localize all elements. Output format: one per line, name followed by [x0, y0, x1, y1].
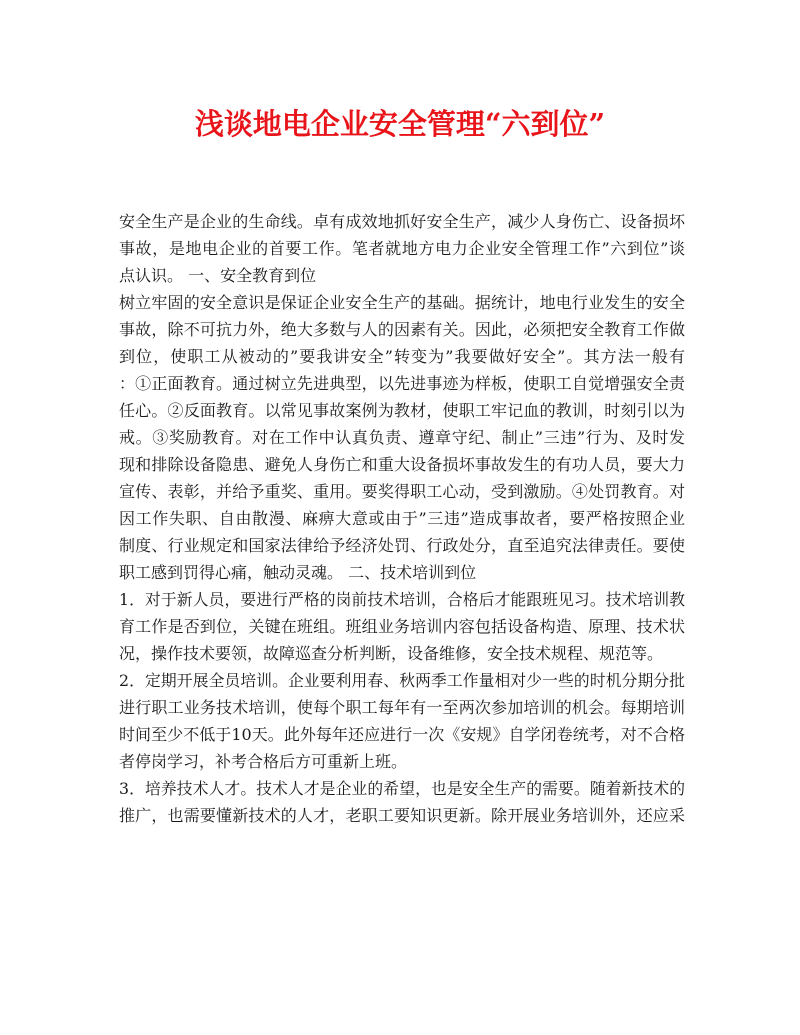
- body-line: 时间至少不低于10天。此外每年还应进行一次《安规》自学闭卷统考，对不合格: [119, 725, 685, 744]
- body-line: 者停岗学习，补考合格后方可重新上班。: [119, 752, 408, 771]
- body-line: 现和排除设备隐患、避免人身伤亡和重大设备损坏事故发生的有功人员，要大力: [119, 455, 685, 474]
- body-line: 因工作失职、自由散漫、麻痹大意或由于”三违”造成事故者，要严格按照企业: [119, 509, 685, 528]
- document-body: [119, 208, 685, 829]
- body-line: ：①正面教育。通过树立先进典型，以先进事迹为样板，使职工自觉增强安全责: [119, 374, 685, 393]
- body-line: 3．培养技术人才。技术人才是企业的希望，也是安全生产的需要。随着新技术的: [119, 779, 685, 798]
- body-line: 安全生产是企业的生命线。卓有成效地抓好安全生产，减少人身伤亡、设备损坏: [119, 212, 685, 231]
- body-line: 进行职工业务技术培训，使每个职工每年有一至两次参加培训的机会。每期培训: [119, 698, 685, 717]
- body-line: 点认识。 一、安全教育到位: [119, 266, 317, 285]
- body-line: 1．对于新人员，要进行严格的岗前技术培训，合格后才能跟班见习。技术培训教: [119, 590, 685, 609]
- body-line: 任心。②反面教育。以常见事故案例为教材，使职工牢记血的教训，时刻引以为: [119, 401, 685, 420]
- body-line: 宣传、表彰，并给予重奖、重用。要奖得职工心动，受到激励。④处罚教育。对: [119, 482, 685, 501]
- body-line: 事故，是地电企业的首要工作。笔者就地方电力企业安全管理工作”六到位”谈: [119, 239, 685, 258]
- body-line: 职工感到罚得心痛，触动灵魂。 二、技术培训到位: [119, 563, 477, 582]
- body-line: 育工作是否到位，关键在班组。班组业务培训内容包括设备构造、原理、技术状: [119, 617, 685, 636]
- document-title: 浅谈地电企业安全管理“六到位”: [194, 107, 606, 141]
- body-line: 到位，使职工从被动的”要我讲安全”转变为”我要做好安全”。其方法一般有: [119, 347, 685, 366]
- body-line: 戒。③奖励教育。对在工作中认真负责、遵章守纪、制止”三违”行为、及时发: [119, 428, 685, 447]
- body-line: 事故，除不可抗力外，绝大多数与人的因素有关。因此，必须把安全教育工作做: [119, 320, 685, 339]
- body-line: 树立牢固的安全意识是保证企业安全生产的基础。据统计，地电行业发生的安全: [119, 293, 685, 312]
- body-line: 2．定期开展全员培训。企业要利用春、秋两季工作量相对少一些的时机分期分批: [119, 671, 685, 690]
- body-line: 推广，也需要懂新技术的人才，老职工要知识更新。除开展业务培训外，还应采: [119, 806, 685, 825]
- body-line: 制度、行业规定和国家法律给予经济处罚、行政处分，直至追究法律责任。要使: [119, 536, 685, 555]
- body-line: 况，操作技术要领，故障巡查分析判断，设备维修，安全技术规程、规范等。: [119, 644, 664, 663]
